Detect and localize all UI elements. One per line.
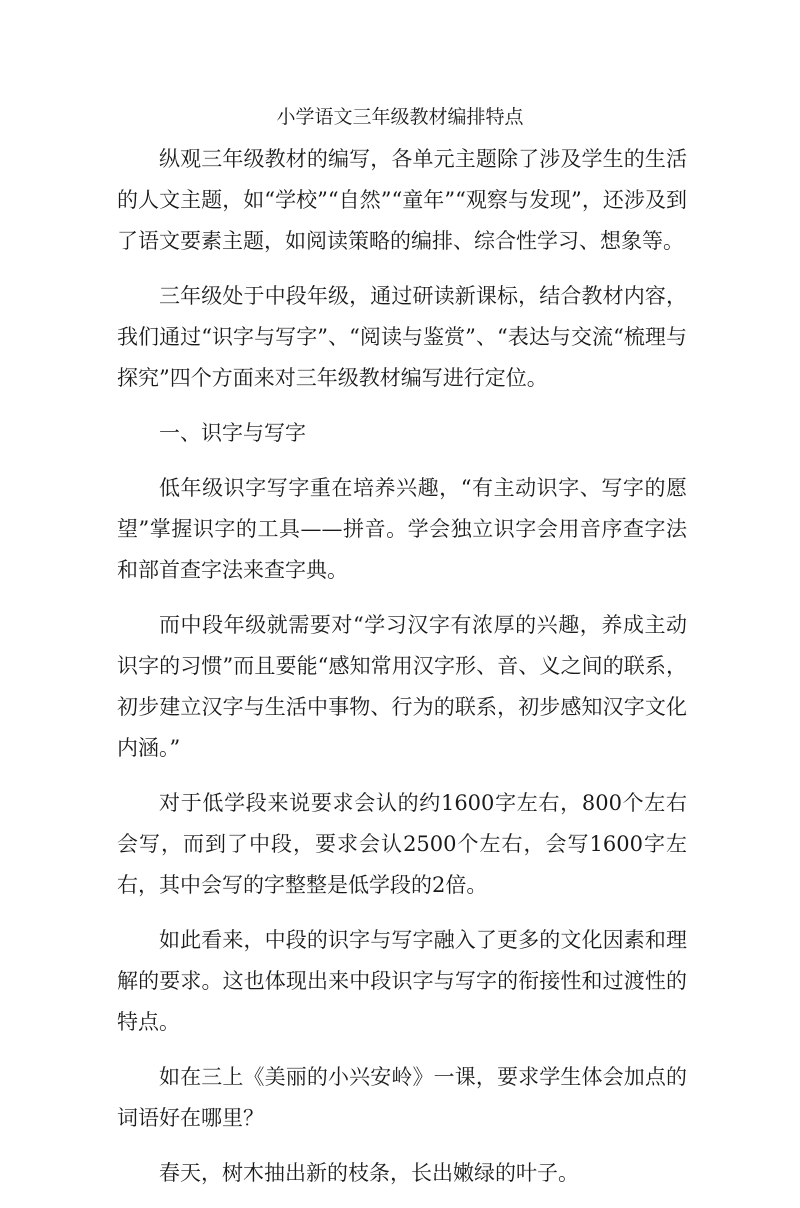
paragraph-lower-grade-literacy: 低年级识字写字重在培养兴趣，“有主动识字、写字的愿望”掌握识字的工具——拼音。学会独立识字会用音序查字法和部首查字法来查字典。 (117, 476, 687, 582)
paragraph-example-sentence: 春天，树木抽出新的枝条，长出嫩绿的叶子。 (159, 1161, 579, 1185)
document-body (117, 139, 687, 1208)
paragraph-middle-grade-literacy: 而中段年级就需要对“学习汉字有浓厚的兴趣，养成主动识字的习惯”而且要能“感知常用汉字形、音、义之间的联系，初步建立汉字与生活中事物、行为的联系，初步感知汉字文化内涵。” (117, 613, 687, 760)
paragraph-conclusion: 如此看来，中段的识字与写字融入了更多的文化因素和理解的要求。这也体现出来中段识字与写字的衔接性和过渡性的特点。 (117, 928, 687, 1034)
paragraph-unit-themes: 纵观三年级教材的编写，各单元主题除了涉及学生的生活的人文主题，如“学校”“自然”“童年”“观察与发现”，还涉及到了语文要素主题，如阅读策略的编排、综合性学习、想象等。 (117, 147, 687, 253)
document-title: 小学语文三年级教材编排特点 (276, 106, 524, 128)
paragraph-character-counts: 对于低学段来说要求会认的约1600字左右，800个左右会写，而到了中段，要求会认2500个左右，会写1600字左右，其中会写的字整整是低学段的2倍。 (117, 791, 687, 897)
paragraph-lesson-example: 如在三上《美丽的小兴安岭》一课，要求学生体会加点的词语好在哪里？ (117, 1065, 687, 1130)
section-heading-literacy: 一、识字与写字 (159, 421, 306, 445)
paragraph-positioning: 三年级处于中段年级，通过研读新课标，结合教材内容，我们通过“识字与写字”、“阅读与鉴赏”、“表达与交流“梳理与探究”四个方面来对三年级教材编写进行定位。 (117, 284, 687, 390)
